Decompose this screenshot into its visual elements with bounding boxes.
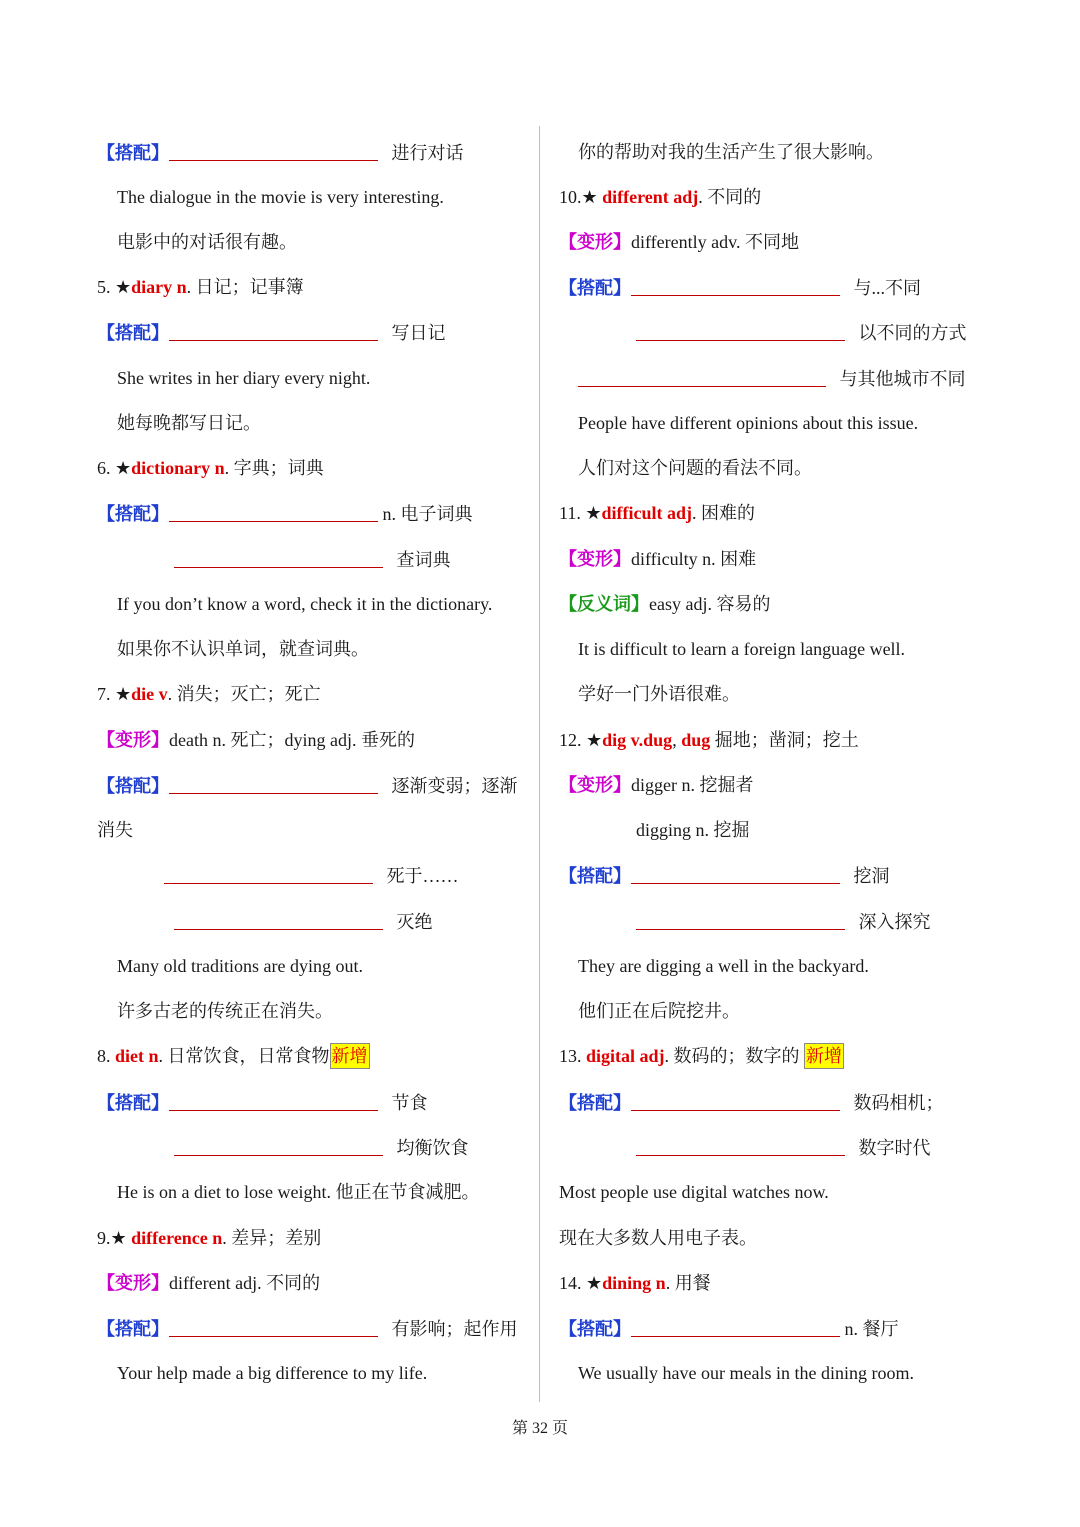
definition: 掘地；凿洞；挖土 bbox=[710, 730, 859, 750]
headword: digital adj bbox=[586, 1046, 665, 1066]
meaning: 以不同的方式 bbox=[858, 323, 967, 343]
example-sentence: He is on a diet to lose weight. 他正在节食减肥。 bbox=[117, 1182, 480, 1202]
entry-header bbox=[559, 1042, 844, 1070]
meaning: 与其他城市不同 bbox=[839, 369, 966, 389]
collocation-row bbox=[559, 1314, 899, 1342]
meaning-continued: 消失 bbox=[97, 820, 133, 840]
example-sentence: The dialogue in the movie is very interesting. bbox=[117, 187, 444, 207]
collocation-row bbox=[636, 318, 967, 346]
variant-tag: 【变形】 bbox=[559, 232, 631, 252]
variant-tag: 【变形】 bbox=[559, 549, 631, 569]
antonym-row bbox=[559, 590, 770, 618]
example-translation: 电影中的对话很有趣。 bbox=[117, 232, 297, 252]
separator: , bbox=[672, 730, 682, 750]
fill-blank[interactable] bbox=[174, 1133, 383, 1156]
meaning: 查词典 bbox=[396, 550, 451, 570]
example-translation: 许多古老的传统正在消失。 bbox=[117, 1001, 333, 1021]
example-translation: 你的帮助对我的生活产生了很大影响。 bbox=[578, 142, 884, 162]
collocation-row bbox=[174, 907, 433, 935]
headword: difference n bbox=[131, 1228, 223, 1248]
collocation-row bbox=[559, 273, 921, 301]
definition: . 字典；词典 bbox=[224, 458, 324, 478]
variant-text: differently adv. 不同地 bbox=[631, 232, 799, 252]
meaning: 死于…… bbox=[386, 866, 459, 886]
collocation-tag: 【搭配】 bbox=[97, 323, 169, 343]
fill-blank[interactable] bbox=[169, 1088, 378, 1111]
variant-tag: 【变形】 bbox=[97, 730, 169, 750]
fill-blank[interactable] bbox=[169, 1314, 378, 1337]
entry-number: 8. bbox=[97, 1046, 115, 1066]
meaning: n. 餐厅 bbox=[844, 1319, 899, 1339]
collocation-row bbox=[559, 1088, 944, 1116]
example-translation: 人们对这个问题的看法不同。 bbox=[578, 458, 812, 478]
headword: diary n bbox=[131, 277, 187, 297]
collocation-row bbox=[174, 545, 451, 573]
collocation-row bbox=[636, 907, 931, 935]
example-translation: 学好一门外语很难。 bbox=[578, 684, 740, 704]
definition: . 日常饮食，日常食物 bbox=[158, 1046, 330, 1066]
example-sentence: They are digging a well in the backyard. bbox=[578, 956, 869, 976]
variant-tag: 【变形】 bbox=[559, 775, 631, 795]
headword: dictionary n bbox=[131, 458, 225, 478]
collocation-tag: 【搭配】 bbox=[97, 776, 169, 796]
headword: die v bbox=[131, 684, 168, 704]
collocation-tag: 【搭配】 bbox=[97, 143, 169, 163]
entry-header bbox=[97, 680, 321, 708]
entry-number: 10.★ bbox=[559, 187, 603, 207]
collocation-tag: 【搭配】 bbox=[559, 278, 631, 298]
entry-header bbox=[97, 454, 324, 482]
variant-row bbox=[97, 726, 415, 754]
example-sentence: She writes in her diary every night. bbox=[117, 368, 371, 388]
entry-number: 11. ★ bbox=[559, 503, 602, 523]
fill-blank[interactable] bbox=[169, 318, 378, 341]
collocation-tag: 【搭配】 bbox=[97, 1319, 169, 1339]
meaning: 均衡饮食 bbox=[396, 1138, 469, 1158]
definition: . 数码的；数字的 bbox=[664, 1046, 805, 1066]
example-translation: 如果你不认识单词，就查词典。 bbox=[117, 639, 369, 659]
collocation-row bbox=[97, 1088, 428, 1116]
entry-number: 7. ★ bbox=[97, 684, 132, 704]
meaning: 与...不同 bbox=[853, 278, 921, 298]
definition: . 不同的 bbox=[698, 187, 762, 207]
variant-text: death n. 死亡；dying adj. 垂死的 bbox=[169, 730, 415, 750]
fill-blank[interactable] bbox=[631, 861, 840, 884]
collocation-row bbox=[174, 1133, 469, 1161]
headword: dig v.dug bbox=[602, 730, 673, 750]
meaning: 有影响；起作用 bbox=[391, 1319, 518, 1339]
fill-blank[interactable] bbox=[636, 907, 845, 930]
entry-number: 14. ★ bbox=[559, 1273, 603, 1293]
variant-row bbox=[559, 228, 799, 256]
collocation-tag: 【搭配】 bbox=[97, 504, 169, 524]
example-sentence: It is difficult to learn a foreign language well. bbox=[578, 639, 906, 659]
example-sentence: If you don’t know a word, check it in the dictionary. bbox=[117, 594, 493, 614]
entry-header bbox=[559, 499, 755, 527]
fill-blank[interactable] bbox=[169, 138, 378, 161]
collocation-tag: 【搭配】 bbox=[97, 1093, 169, 1113]
variant-tag: 【变形】 bbox=[97, 1273, 169, 1293]
new-badge: 新增 bbox=[330, 1043, 370, 1069]
example-translation: 他们正在后院挖井。 bbox=[578, 1001, 740, 1021]
example-sentence: Many old traditions are dying out. bbox=[117, 956, 363, 976]
headword: dining n bbox=[602, 1273, 666, 1293]
page-number: 第 32 页 bbox=[511, 1420, 568, 1437]
entry-number: 6. ★ bbox=[97, 458, 132, 478]
collocation-row bbox=[559, 861, 890, 889]
definition: . 消失；灭亡；死亡 bbox=[167, 684, 321, 704]
meaning: 逐渐变弱；逐渐 bbox=[391, 776, 518, 796]
meaning: n. 电子词典 bbox=[382, 504, 473, 524]
meaning: 数字时代 bbox=[858, 1138, 931, 1158]
fill-blank[interactable] bbox=[164, 861, 373, 884]
entry-number: 5. ★ bbox=[97, 277, 132, 297]
meaning: 挖洞 bbox=[853, 866, 890, 886]
variant-row bbox=[97, 1269, 320, 1297]
fill-blank[interactable] bbox=[169, 771, 378, 794]
fill-blank[interactable] bbox=[631, 1314, 840, 1337]
example-sentence: People have different opinions about this issue. bbox=[578, 413, 919, 433]
headword-form: dug bbox=[681, 730, 711, 750]
meaning: 进行对话 bbox=[391, 143, 464, 163]
entry-header bbox=[97, 1224, 321, 1252]
example-sentence: Your help made a big difference to my life. bbox=[117, 1363, 428, 1383]
definition: . 用餐 bbox=[665, 1273, 711, 1293]
entry-number: 13. bbox=[559, 1046, 586, 1066]
fill-blank[interactable] bbox=[636, 1133, 845, 1156]
collocation-row bbox=[636, 1133, 931, 1161]
collocation-row bbox=[97, 499, 473, 527]
definition: . 困难的 bbox=[691, 503, 755, 523]
collocation-row bbox=[578, 364, 966, 392]
example-sentence: Most people use digital watches now. bbox=[559, 1182, 829, 1202]
meaning: 节食 bbox=[391, 1093, 428, 1113]
variant-row bbox=[559, 771, 753, 799]
meaning: 深入探究 bbox=[858, 912, 931, 932]
antonym-tag: 【反义词】 bbox=[559, 594, 649, 614]
entry-number: 9.★ bbox=[97, 1228, 132, 1248]
fill-blank[interactable] bbox=[636, 318, 845, 341]
meaning: 写日记 bbox=[391, 323, 446, 343]
example-sentence: We usually have our meals in the dining room. bbox=[578, 1363, 914, 1383]
column-divider bbox=[539, 126, 540, 1402]
fill-blank[interactable] bbox=[174, 907, 383, 930]
meaning: 灭绝 bbox=[396, 912, 433, 932]
collocation-tag: 【搭配】 bbox=[559, 866, 631, 886]
collocation-tag: 【搭配】 bbox=[559, 1319, 631, 1339]
fill-blank[interactable] bbox=[578, 364, 826, 387]
fill-blank[interactable] bbox=[631, 273, 840, 296]
collocation-row bbox=[97, 138, 464, 166]
entry-header bbox=[559, 1269, 711, 1297]
collocation-row bbox=[97, 771, 518, 799]
definition: . 日记；记事簿 bbox=[186, 277, 304, 297]
meaning: 数码相机； bbox=[853, 1093, 944, 1113]
variant-text: digging n. 挖掘 bbox=[636, 820, 750, 840]
entry-header bbox=[97, 273, 304, 301]
entry-header bbox=[559, 726, 859, 754]
collocation-tag: 【搭配】 bbox=[559, 1093, 631, 1113]
new-badge: 新增 bbox=[804, 1043, 844, 1069]
headword: difficult adj bbox=[601, 503, 692, 523]
variant-text: different adj. 不同的 bbox=[169, 1273, 321, 1293]
definition: . 差异；差别 bbox=[222, 1228, 322, 1248]
headword: different adj bbox=[602, 187, 699, 207]
collocation-row bbox=[97, 1314, 518, 1342]
entry-header bbox=[97, 1042, 370, 1070]
collocation-row bbox=[164, 861, 459, 889]
headword: diet n bbox=[115, 1046, 159, 1066]
fill-blank[interactable] bbox=[631, 1088, 840, 1111]
example-translation: 现在大多数人用电子表。 bbox=[559, 1228, 757, 1248]
fill-blank[interactable] bbox=[169, 499, 378, 522]
antonym-text: easy adj. 容易的 bbox=[649, 594, 771, 614]
variant-row bbox=[559, 545, 756, 573]
variant-text: difficulty n. 困难 bbox=[631, 549, 757, 569]
variant-text: digger n. 挖掘者 bbox=[631, 775, 754, 795]
collocation-row bbox=[97, 318, 446, 346]
fill-blank[interactable] bbox=[174, 545, 383, 568]
entry-header bbox=[559, 183, 761, 211]
entry-number: 12. ★ bbox=[559, 730, 603, 750]
example-translation: 她每晚都写日记。 bbox=[117, 413, 261, 433]
